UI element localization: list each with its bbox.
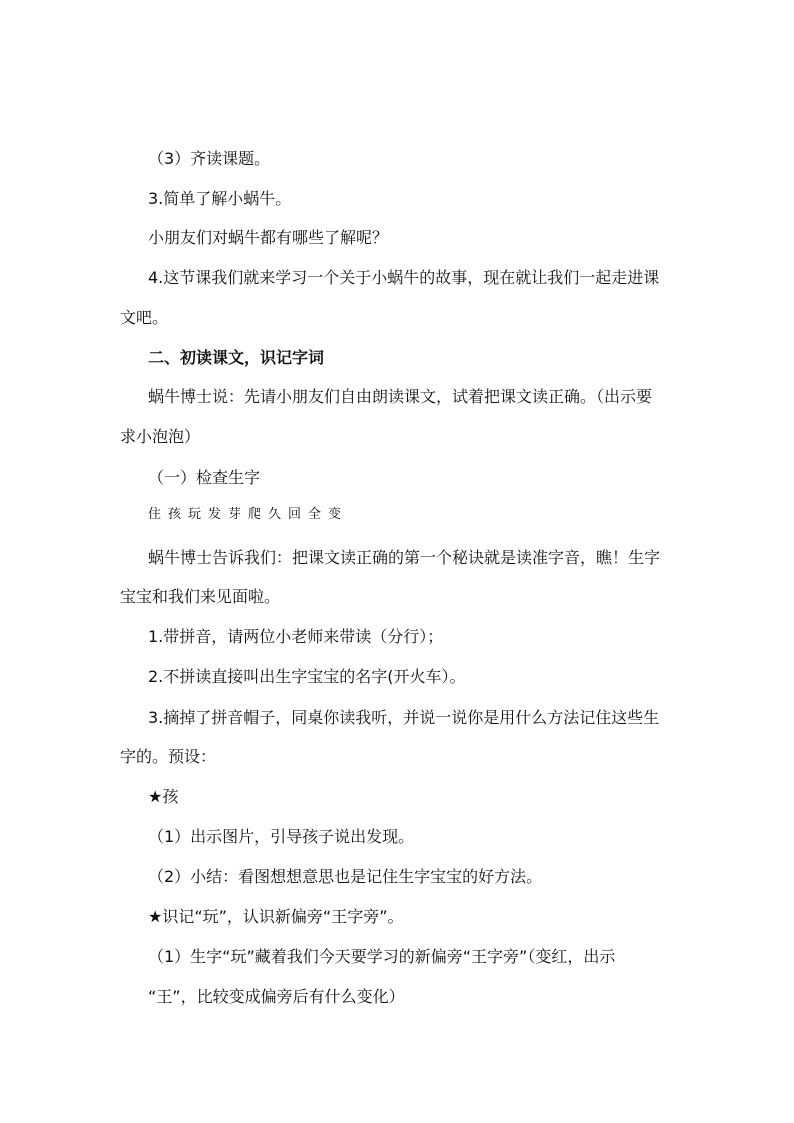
character: 爬 [248, 507, 262, 522]
character: 发 [208, 507, 222, 522]
new-characters-row [148, 505, 348, 525]
text-line: ★识记“玩”，认识新偏旁“王字旁”。 [148, 907, 404, 926]
text-line: （2）小结：看图想想意思也是记住生字宝宝的好方法。 [148, 867, 543, 886]
text-line: （1）出示图片，引导孩子说出发现。 [148, 827, 415, 846]
text-line: 1.带拼音，请两位小老师来带读（分行）； [148, 627, 444, 646]
text-line: 文吧。 [120, 308, 169, 327]
text-line: （1）生字“玩”藏着我们今天要学习的新偏旁“王字旁”（变红，出示 [148, 947, 616, 966]
text-line: ★孩 [148, 787, 179, 806]
character: 全 [308, 507, 322, 522]
text-line: 2.不拼读直接叫出生字宝宝的名字(开火车）。 [148, 667, 466, 686]
text-line: 蜗牛博士告诉我们：把课文读正确的第一个秘诀就是读准字音，瞧！生字 [148, 548, 661, 567]
character: 久 [268, 507, 282, 522]
text-line: 求小泡泡） [120, 427, 201, 446]
text-line: 3.简单了解小蜗牛。 [148, 189, 292, 208]
character: 玩 [188, 507, 202, 522]
subsection-heading: （一）检查生字 [148, 468, 261, 487]
section-heading: 二、初读课文，识记字词 [148, 348, 325, 367]
text-line: 3.摘掉了拼音帽子，同桌你读我听，并说一说你是用什么方法记住这些生 [148, 708, 660, 727]
character: 住 [148, 507, 162, 522]
text-line: 宝宝和我们来见面啦。 [120, 587, 281, 606]
text-line: （3）齐读课题。 [148, 149, 271, 168]
character: 变 [328, 507, 342, 522]
character: 孩 [168, 507, 182, 522]
text-line: 小朋友们对蜗牛都有哪些了解呢？ [148, 228, 389, 247]
text-line: 字的。预设： [120, 747, 217, 766]
text-line: 蜗牛博士说：先请小朋友们自由朗读课文，试着把课文读正确。（出示要 [148, 387, 653, 406]
character: 回 [288, 507, 302, 522]
text-line: “王”，比较变成偏旁后有什么变化） [148, 987, 405, 1006]
character: 芽 [228, 507, 242, 522]
text-line: 4.这节课我们就来学习一个关于小蜗牛的故事，现在就让我们一起走进课 [148, 268, 660, 287]
